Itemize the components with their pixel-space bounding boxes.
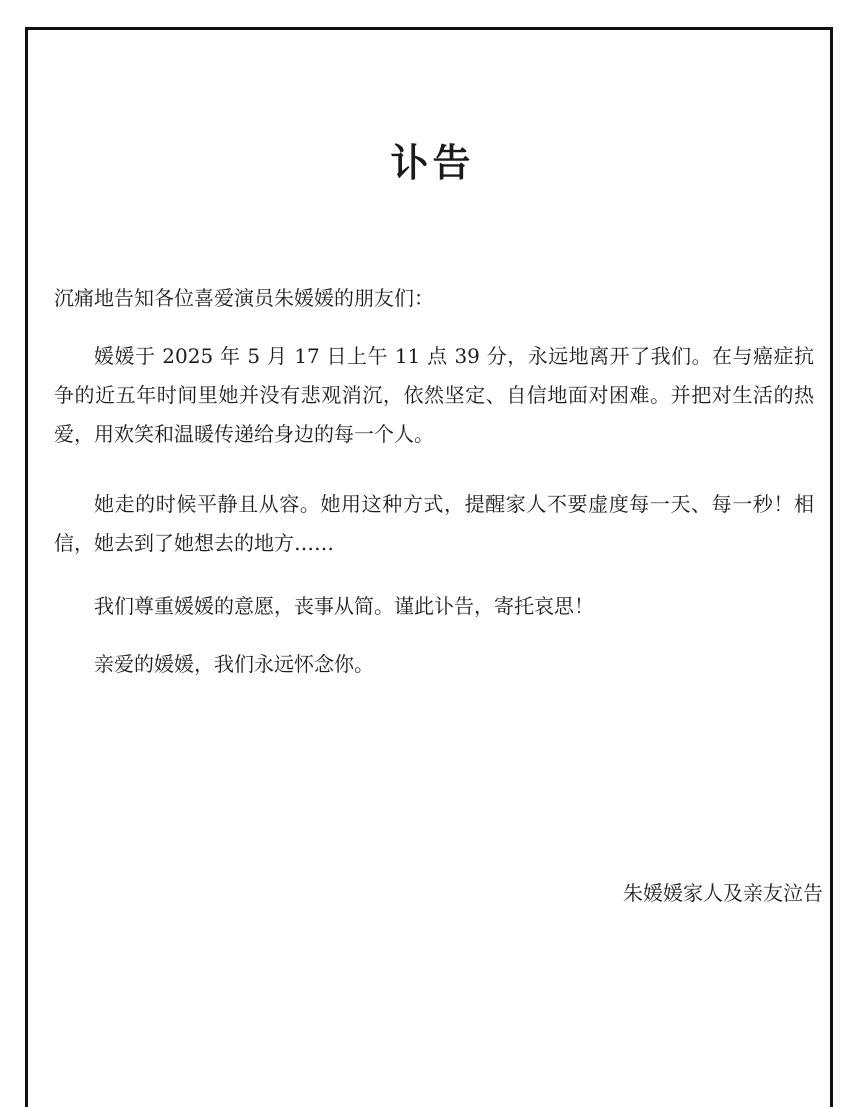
- paragraph-announcement: 媛媛于 2025 年 5 月 17 日上午 11 点 39 分，永远地离开了我们。在与癌症抗争的近五年时间里她并没有悲观消沉，依然坚定、自信地面对困难。并把对生活的热爱，用欢笑和温暖传递给身边的每一个人。: [54, 344, 814, 446]
- document-border: [25, 27, 833, 1107]
- signature-line: 朱媛媛家人及亲友泣告: [623, 881, 823, 905]
- salutation-line: 沉痛地告知各位喜爱演员朱媛媛的朋友们：: [54, 286, 434, 310]
- paragraph-simple-funeral: 我们尊重媛媛的意愿，丧事从简。谨此讣告，寄托哀思！: [94, 594, 594, 618]
- page-title: 讣告: [390, 141, 475, 185]
- paragraph-peaceful-departure: 她走的时候平静且从容。她用这种方式，提醒家人不要虚度每一天、每一秒！相信，她去到了她想去的地方……: [54, 492, 814, 555]
- paragraph-remembrance: 亲爱的媛媛，我们永远怀念你。: [94, 652, 374, 676]
